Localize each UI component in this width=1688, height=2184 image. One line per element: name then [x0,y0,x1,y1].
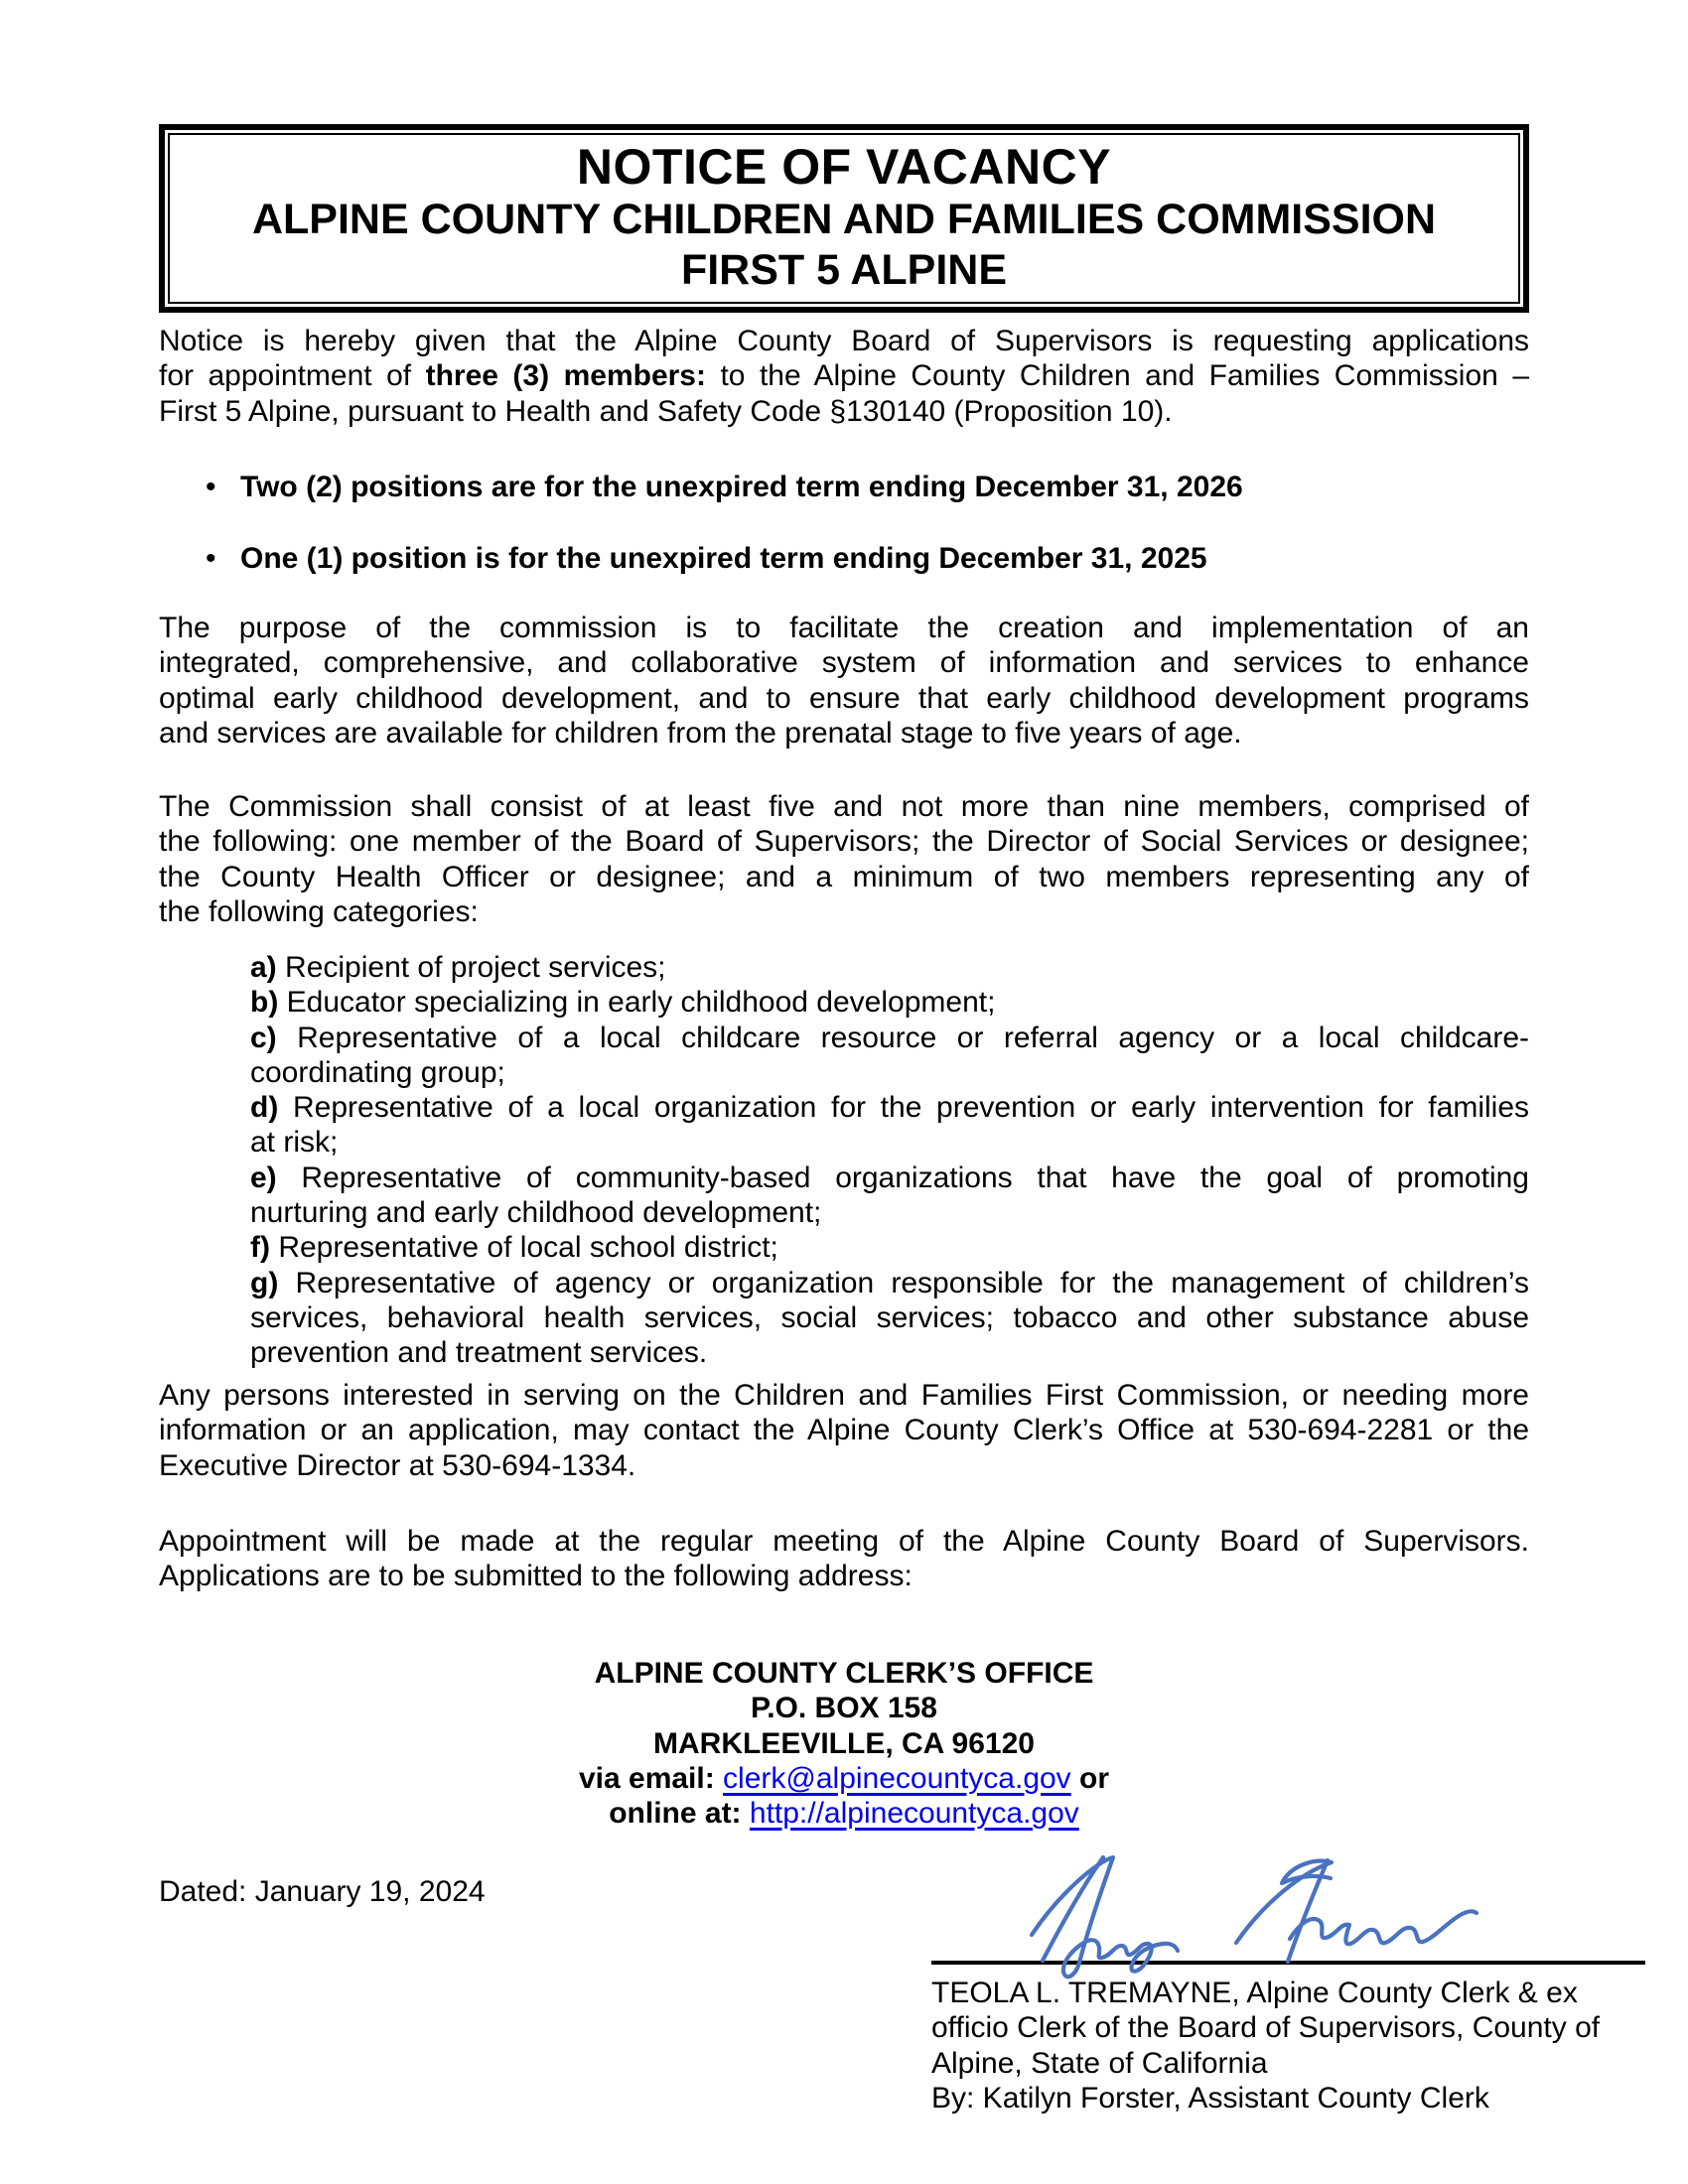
text-run: the following: one member of the Board of Supervisors; the Director of Social Services or designee; [159,825,1529,859]
signature-block [931,1961,1646,2116]
text-line [159,789,1529,824]
categories-list [159,950,1529,1371]
title-line-2: ALPINE COUNTY CHILDREN AND FAMILIES COMMISSION [251,196,1437,243]
text-run: g) [250,1266,279,1299]
text-run: and services are available for children from the prenatal stage to five years of age. [159,716,1242,750]
mailing-address [159,1656,1529,1831]
category-item-d [250,1090,1529,1160]
text-run: f) [250,1231,270,1265]
text-run: d) [250,1091,279,1125]
category-item-a [250,950,1529,985]
text-line [159,1413,1529,1447]
text-run: First 5 Alpine, pursuant to Health and Safety Code §130140 (Proposition 10). [159,394,1173,428]
text-run: for appointment of [159,359,426,393]
title-box [159,124,1529,313]
signature-image [986,1849,1621,1969]
text-run: officio Clerk of the Board of Supervisors, County of [931,2011,1601,2045]
text-run: b) [250,986,279,1020]
text-line [159,1656,1529,1691]
text-run: the County Health Officer or designee; and a minimum of two members representing any of [159,860,1529,893]
text-run: Educator specializing in early childhood development; [278,986,996,1020]
text-run: Representative of local school district; [269,1231,778,1265]
text-run: The purpose of the commission is to facilitate the creation and implementation of an [159,612,1529,644]
text-line [250,1230,1529,1265]
text-line [159,611,1529,645]
bullet-item-term-2026 [159,470,1529,504]
text-run: Two (2) positions are for the unexpired term ending December 31, 2026 [240,471,1243,503]
text-run: Recipient of project services; [276,951,666,984]
text-run: One (1) position is for the unexpired term ending December 31, 2025 [240,542,1207,575]
text-run: ALPINE COUNTY CLERK’S OFFICE [594,1657,1094,1690]
text-run: the following categories: [159,894,479,928]
dated-line: Dated: January 19, 2024 [159,1875,486,1908]
text-line [159,394,1529,429]
category-item-g [250,1266,1529,1371]
text-run: services, behavioral health services, social services; tobacco and other substance abuse [250,1300,1529,1334]
bullet-marker: • [206,542,216,575]
text-run: Appointment will be made at the regular meeting of the Alpine County Board of Supervisors. [159,1525,1529,1558]
text-line [159,894,1529,929]
text-run: a) [250,951,277,984]
text-run: Executive Director at 530-694-1334. [159,1448,636,1482]
text-line [159,1726,1529,1761]
bullet-marker: • [206,471,216,503]
text-run: MARKLEEVILLE, CA 96120 [653,1726,1035,1760]
text-run: via email: [578,1761,724,1795]
text-line [159,1761,1529,1796]
footer-row [159,1874,1601,2132]
text-run: Notice is hereby given that the Alpine County Board of Supervisors is requesting applications [159,325,1529,357]
text-line [240,541,1529,576]
text-run: Any persons interested in serving on the Children and Families First Commission, or needing more [159,1379,1529,1412]
text-line [159,716,1529,751]
title-line-1: NOTICE OF VACANCY [576,139,1112,195]
text-line [159,1796,1529,1831]
text-line [240,470,1529,504]
text-line [159,1524,1529,1559]
text-run: or [1070,1761,1110,1795]
category-item-f [250,1230,1529,1265]
text-line [250,985,1529,1020]
composition-paragraph [159,789,1529,929]
text-run: By: Katilyn Forster, Assistant County Clerk [931,2081,1489,2115]
text-run: nurturing and early childhood development; [250,1196,822,1230]
email-link[interactable]: clerk@alpinecountyca.gov [723,1761,1071,1795]
text-line [931,2081,1646,2116]
text-line [159,358,1529,393]
intro-paragraph [159,324,1529,429]
text-line [250,1335,1529,1370]
text-line [250,1266,1529,1300]
text-line [159,1448,1529,1483]
text-line [931,2046,1646,2081]
website-link[interactable]: http://alpinecountyca.gov [749,1797,1079,1831]
text-line [159,1378,1529,1413]
category-item-c [250,1021,1529,1091]
bullet-text [240,541,1529,576]
text-run: P.O. BOX 158 [751,1692,937,1725]
text-line [250,1195,1529,1230]
text-run: prevention and treatment services. [250,1336,708,1370]
bullet-text [240,470,1529,504]
contact-paragraph [159,1378,1529,1483]
text-line [250,1021,1529,1055]
purpose-paragraph [159,611,1529,751]
text-run: three (3) members: [425,359,706,393]
text-run: Representative of community-based organizations that have the goal of promoting [276,1160,1529,1194]
text-run: to the Alpine County Children and Families Commission – [705,359,1530,393]
text-line [250,1300,1529,1335]
text-run: c) [250,1021,277,1054]
text-run: Representative of a local childcare resource or referral agency or a local childcare- [276,1021,1529,1054]
appointment-paragraph [159,1524,1529,1594]
category-item-b [250,985,1529,1020]
text-line [250,1125,1529,1160]
text-line [250,1090,1529,1125]
text-line [931,1976,1646,2010]
text-line [159,860,1529,894]
category-item-e [250,1160,1529,1231]
text-run: Alpine, State of California [931,2046,1268,2080]
text-run: e) [250,1160,277,1194]
signatory-block [931,1976,1646,2116]
text-run: optimal early childhood development, and to ensure that early childhood development programs [159,681,1529,715]
text-line [159,681,1529,716]
text-run: The Commission shall consist of at least five and not more than nine members, comprised of [159,790,1529,823]
text-line [159,645,1529,680]
text-line [250,1160,1529,1195]
text-run: integrated, comprehensive, and collaborative system of information and services to enhance [159,646,1529,680]
title-box-inner [168,133,1520,304]
text-line [931,2010,1646,2045]
text-line [250,1055,1529,1090]
text-line [159,1691,1529,1725]
text-line [159,324,1529,358]
bullet-item-term-2025 [159,541,1529,576]
text-run: information or an application, may contact the Alpine County Clerk’s Office at 530-694-2281 or the [159,1414,1529,1447]
text-line [159,1559,1529,1593]
text-run: at risk; [250,1126,339,1160]
text-run: Applications are to be submitted to the following address: [159,1560,913,1593]
text-line [159,824,1529,859]
text-run: online at: [609,1797,750,1831]
text-run: TEOLA L. TREMAYNE, Alpine County Clerk & ex [931,1977,1578,2009]
title-line-3: FIRST 5 ALPINE [680,246,1008,294]
text-line [250,950,1529,985]
text-run: Representative of agency or organization responsible for the management of children’s [278,1266,1529,1299]
text-run: Representative of a local organization for the prevention or early intervention for families [278,1091,1529,1125]
text-run: coordinating group; [250,1055,505,1089]
